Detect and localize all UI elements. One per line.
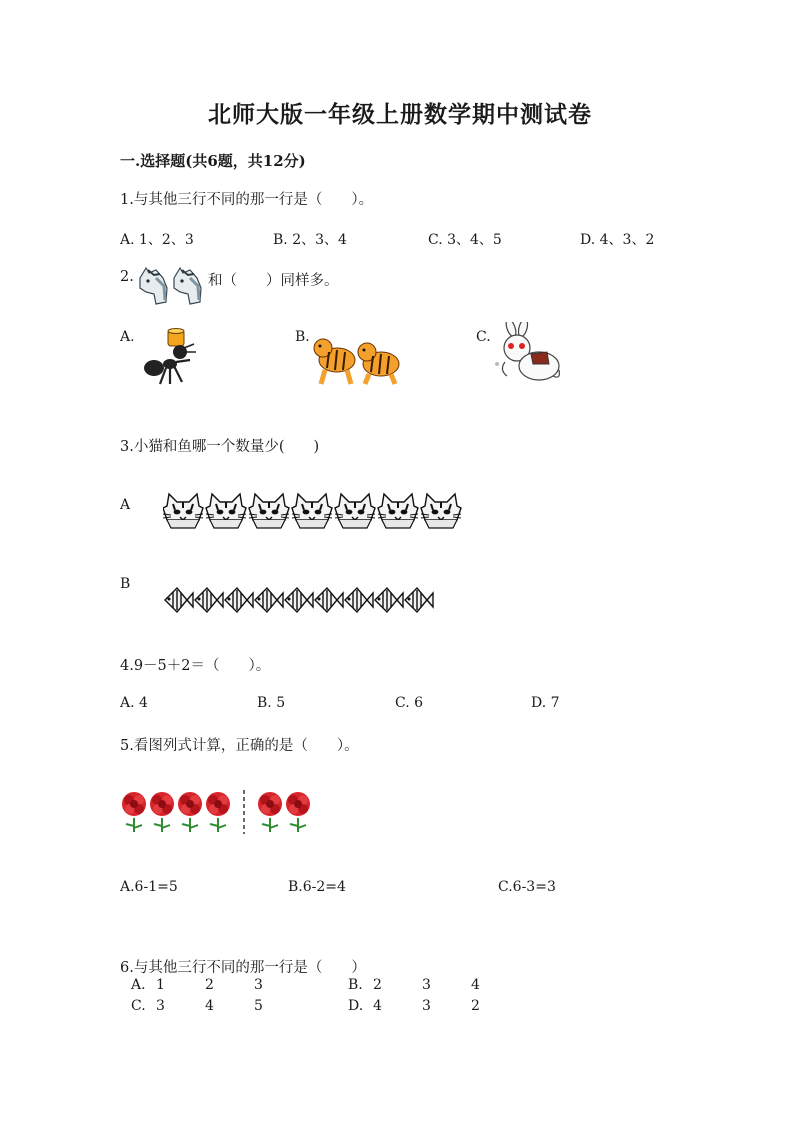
fish-row bbox=[163, 584, 443, 616]
fish-icon bbox=[195, 588, 223, 612]
question-2-option-a[interactable]: A. bbox=[120, 329, 135, 345]
question-6-row-b-label[interactable]: B. bbox=[348, 977, 363, 993]
fish-icon bbox=[165, 588, 193, 612]
flower-icon bbox=[178, 792, 202, 832]
cat-icon bbox=[421, 494, 461, 528]
flower-icon bbox=[206, 792, 230, 832]
fish-icon bbox=[255, 588, 283, 612]
question-6-row-a-label[interactable]: A. bbox=[131, 977, 146, 993]
tiger-icon bbox=[358, 343, 399, 384]
section-heading: 一.选择题(共6题，共12分) bbox=[120, 152, 306, 170]
question-6-row-b-value: 4 bbox=[471, 977, 480, 993]
question-2-stem: 和（ ）同样多。 bbox=[208, 273, 339, 289]
question-5-option-a[interactable]: A.6-1=5 bbox=[120, 879, 178, 895]
tiger-pair-picture bbox=[313, 330, 403, 388]
cat-icon bbox=[249, 494, 289, 528]
flower-picture bbox=[120, 788, 330, 836]
flower-icon bbox=[150, 792, 174, 832]
question-6-row-a-value: 2 bbox=[205, 977, 214, 993]
fish-icon bbox=[315, 588, 343, 612]
cat-icon bbox=[163, 494, 203, 528]
question-1-option-b[interactable]: B. 2、3、4 bbox=[273, 232, 347, 248]
question-4-option-d[interactable]: D. 7 bbox=[531, 695, 560, 711]
question-6-row-b-value: 2 bbox=[373, 977, 382, 993]
cat-icon bbox=[378, 494, 418, 528]
horse-pair-picture bbox=[136, 264, 206, 306]
question-3-row-b-label[interactable]: B bbox=[120, 576, 131, 592]
question-6-row-d-value: 3 bbox=[422, 998, 431, 1014]
question-6-row-c-value: 3 bbox=[156, 998, 165, 1014]
question-4-option-a[interactable]: A. 4 bbox=[120, 695, 148, 711]
question-6-row-d-label[interactable]: D. bbox=[348, 998, 364, 1014]
question-2-option-b[interactable]: B. bbox=[295, 329, 310, 345]
question-6-row-c-label[interactable]: C. bbox=[131, 998, 146, 1014]
cat-icon bbox=[292, 494, 332, 528]
question-4-option-b[interactable]: B. 5 bbox=[257, 695, 286, 711]
question-1-option-d[interactable]: D. 4、3、2 bbox=[580, 232, 655, 248]
cat-icon bbox=[335, 494, 375, 528]
cat-icon bbox=[206, 494, 246, 528]
fish-icon bbox=[285, 588, 313, 612]
question-6-row-d-value: 2 bbox=[471, 998, 480, 1014]
ant-icon bbox=[144, 329, 196, 385]
question-6-row-d-value: 4 bbox=[373, 998, 382, 1014]
question-2-number: 2. bbox=[120, 269, 134, 285]
question-1-stem: 1.与其他三行不同的那一行是（ ）。 bbox=[120, 192, 374, 208]
question-6-row-a-value: 3 bbox=[254, 977, 263, 993]
rabbit-icon bbox=[495, 322, 559, 380]
question-3-stem: 3.小猫和鱼哪一个数量少( ) bbox=[120, 439, 320, 455]
horse-head-icon bbox=[174, 268, 201, 304]
question-6-row-b-value: 3 bbox=[422, 977, 431, 993]
question-3-row-a-label[interactable]: A bbox=[120, 497, 131, 513]
question-2-option-c[interactable]: C. bbox=[476, 329, 491, 345]
fish-icon bbox=[405, 588, 433, 612]
rabbit-picture bbox=[493, 322, 565, 386]
question-6-row-a-value: 1 bbox=[156, 977, 165, 993]
question-4-option-c[interactable]: C. 6 bbox=[395, 695, 424, 711]
fish-icon bbox=[345, 588, 373, 612]
question-1-option-a[interactable]: A. 1、2、3 bbox=[120, 232, 194, 248]
fish-icon bbox=[375, 588, 403, 612]
horse-head-icon bbox=[140, 268, 167, 304]
ant-picture bbox=[140, 326, 206, 390]
flower-icon bbox=[258, 792, 282, 832]
question-1-option-c[interactable]: C. 3、4、5 bbox=[428, 232, 502, 248]
question-5-option-b[interactable]: B.6-2=4 bbox=[288, 879, 346, 895]
question-6-row-c-value: 4 bbox=[205, 998, 214, 1014]
tiger-icon bbox=[314, 339, 355, 384]
question-5-stem: 5.看图列式计算，正确的是（ ）。 bbox=[120, 738, 359, 754]
flower-icon bbox=[286, 792, 310, 832]
question-4-stem: 4.9－5＋2＝（ ）。 bbox=[120, 658, 271, 674]
flower-icon bbox=[122, 792, 146, 832]
cat-row bbox=[163, 490, 473, 530]
question-6-stem: 6.与其他三行不同的那一行是（ ） bbox=[120, 960, 366, 976]
question-5-option-c[interactable]: C.6-3=3 bbox=[498, 879, 556, 895]
page-title: 北师大版一年级上册数学期中测试卷 bbox=[208, 101, 592, 128]
fish-icon bbox=[225, 588, 253, 612]
question-6-row-c-value: 5 bbox=[254, 998, 263, 1014]
